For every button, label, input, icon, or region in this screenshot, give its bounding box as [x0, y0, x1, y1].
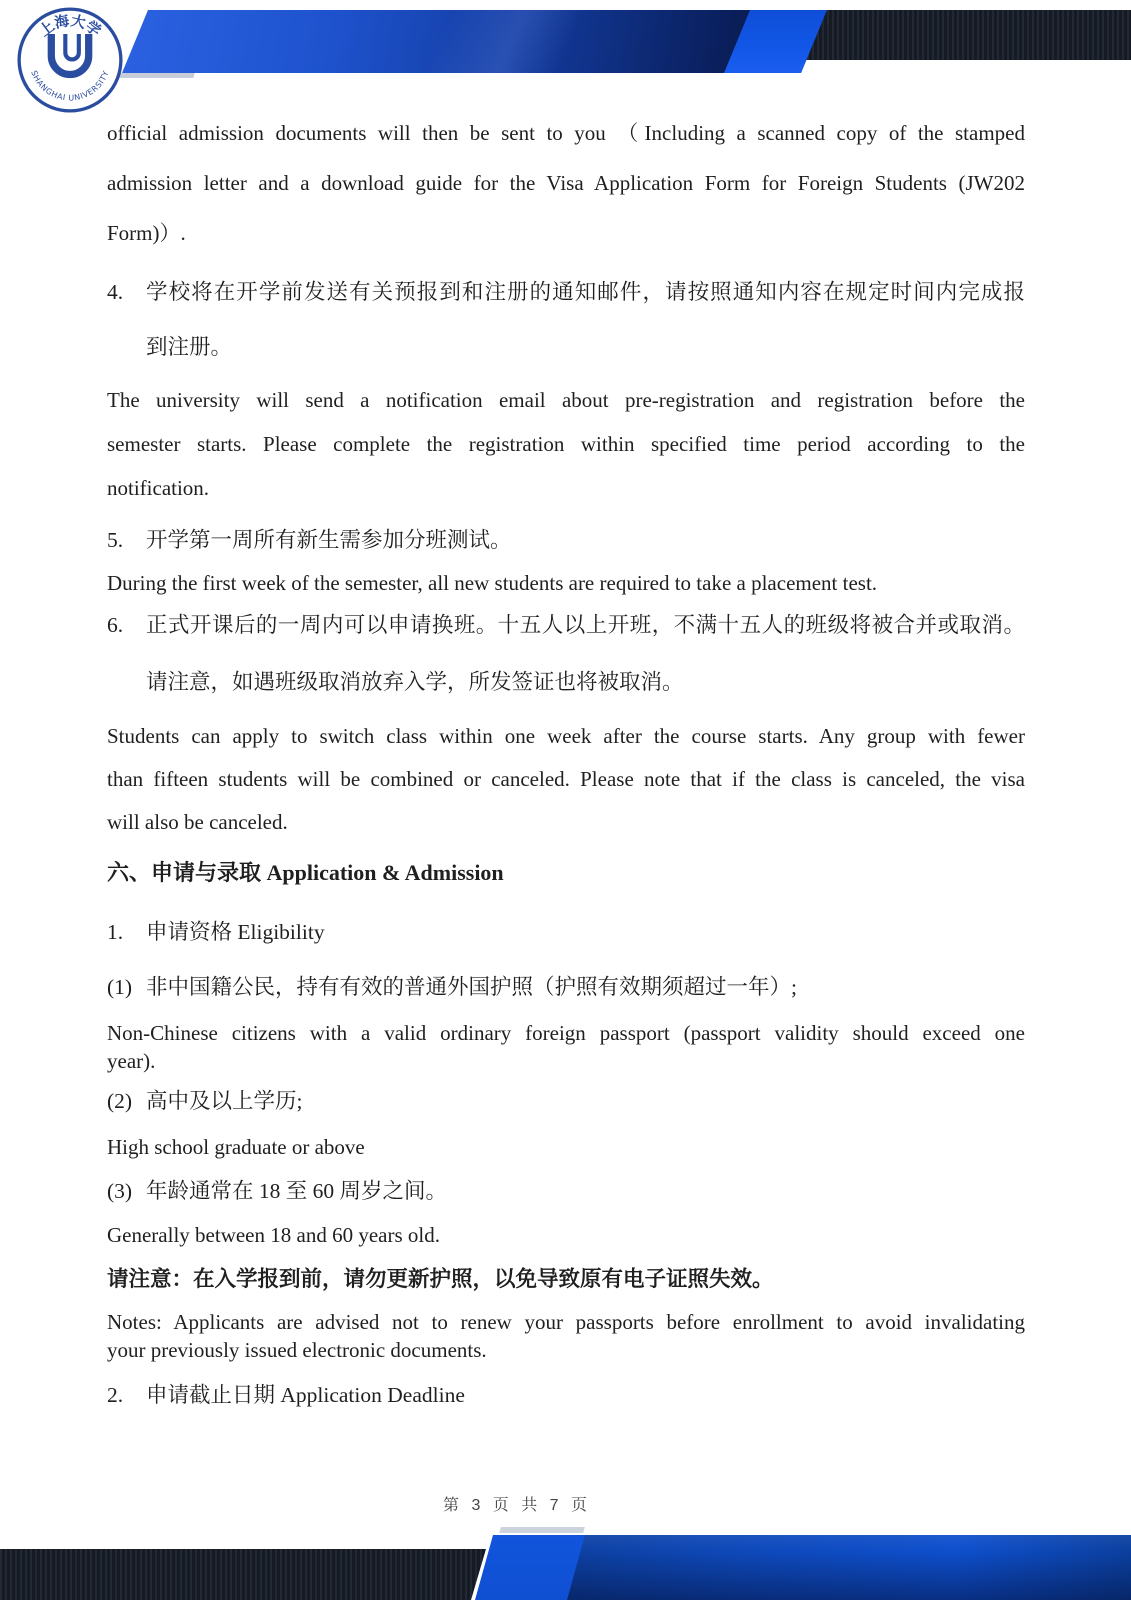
footer-blue-banner: [545, 1535, 1131, 1600]
list-item-5-cn: 5. 开学第一周所有新生需参加分班测试。: [107, 525, 1025, 555]
list-item-5-en: During the first week of the semester, all new students are required to take a placement test.: [107, 571, 878, 595]
eligibility-1-en: Non-Chinese citizens with a valid ordinary foreign passport (passport validity should exceed one year).: [107, 1021, 1025, 1073]
list-marker: 6.: [107, 613, 124, 637]
footer-gray-sliver: [499, 1527, 585, 1533]
list-item-4-en: The university will send a notification email about pre-registration and registration before the semester starts. Please complete the registration within specified time period according to the notification.: [107, 388, 1025, 500]
paragraph-intro-en: official admission documents will then be sent to you （Including a scanned copy of the stamped admission letter and a download guide for the Visa Application Form for Foreign Students (JW202 Form)）.: [107, 121, 1025, 245]
list-marker: (1): [107, 975, 133, 999]
list-item-4-cn: 4. 学校将在开学前发送有关预报到和注册的通知邮件，请按照通知内容在规定时间内完成报 到注册。: [107, 265, 1025, 375]
page-number: 第 3 页 共 7 页: [443, 1497, 592, 1514]
list-marker: 5.: [107, 528, 124, 552]
logo-chinese-name: 上海大学: [36, 13, 104, 40]
passport-note-cn: 请注意：在入学报到前，请勿更新护照，以免导致原有电子证照失效。: [107, 1267, 774, 1291]
eligibility-3-cn: (3) 年龄通常在 18 至 60 周岁之间。: [107, 1176, 1025, 1206]
footer-dark-stripe-block: [0, 1549, 486, 1600]
list-marker: 1.: [107, 920, 124, 944]
list-item-6-en: Students can apply to switch class within one week after the course starts. Any group with fewer than fifteen students will be combined or canceled. Please note that if the class is canceled, the visa will also be canceled.: [107, 724, 1025, 834]
header-blue-banner: [122, 10, 827, 73]
section-heading-application-admission: 六、申请与录取 Application & Admission: [107, 860, 504, 885]
list-marker: 2.: [107, 1383, 124, 1407]
eligibility-2-en: High school graduate or above: [107, 1135, 365, 1159]
list-item-6-cn: 6. 正式开课后的一周内可以申请换班。十五人以上开班，不满十五人的班级将被合并或取消。 请注意，如遇班级取消放弃入学，所发签证也将被取消。: [107, 597, 1025, 711]
eligibility-3-en: Generally between 18 and 60 years old.: [107, 1223, 440, 1247]
eligibility-1-cn: (1) 非中国籍公民，持有有效的普通外国护照（护照有效期须超过一年）;: [107, 972, 1025, 1002]
logo-english-name: SHANGHAI UNIVERSITY: [29, 69, 111, 103]
footer-blue-accent-band: [475, 1535, 585, 1600]
eligibility-2-cn: (2) 高中及以上学历;: [107, 1086, 1025, 1116]
list-marker: 4.: [107, 280, 124, 304]
list-marker: (2): [107, 1089, 133, 1113]
subsection-2-application-deadline: 2. 申请截止日期 Application Deadline: [107, 1380, 1025, 1410]
passport-note-en: Notes: Applicants are advised not to renew your passports before enrollment to avoid invalidating your previously issued electronic documents.: [107, 1310, 1025, 1362]
list-marker: (3): [107, 1179, 133, 1203]
shanghai-university-logo: [16, 5, 124, 115]
subsection-1-eligibility: 1. 申请资格 Eligibility: [107, 917, 1025, 947]
